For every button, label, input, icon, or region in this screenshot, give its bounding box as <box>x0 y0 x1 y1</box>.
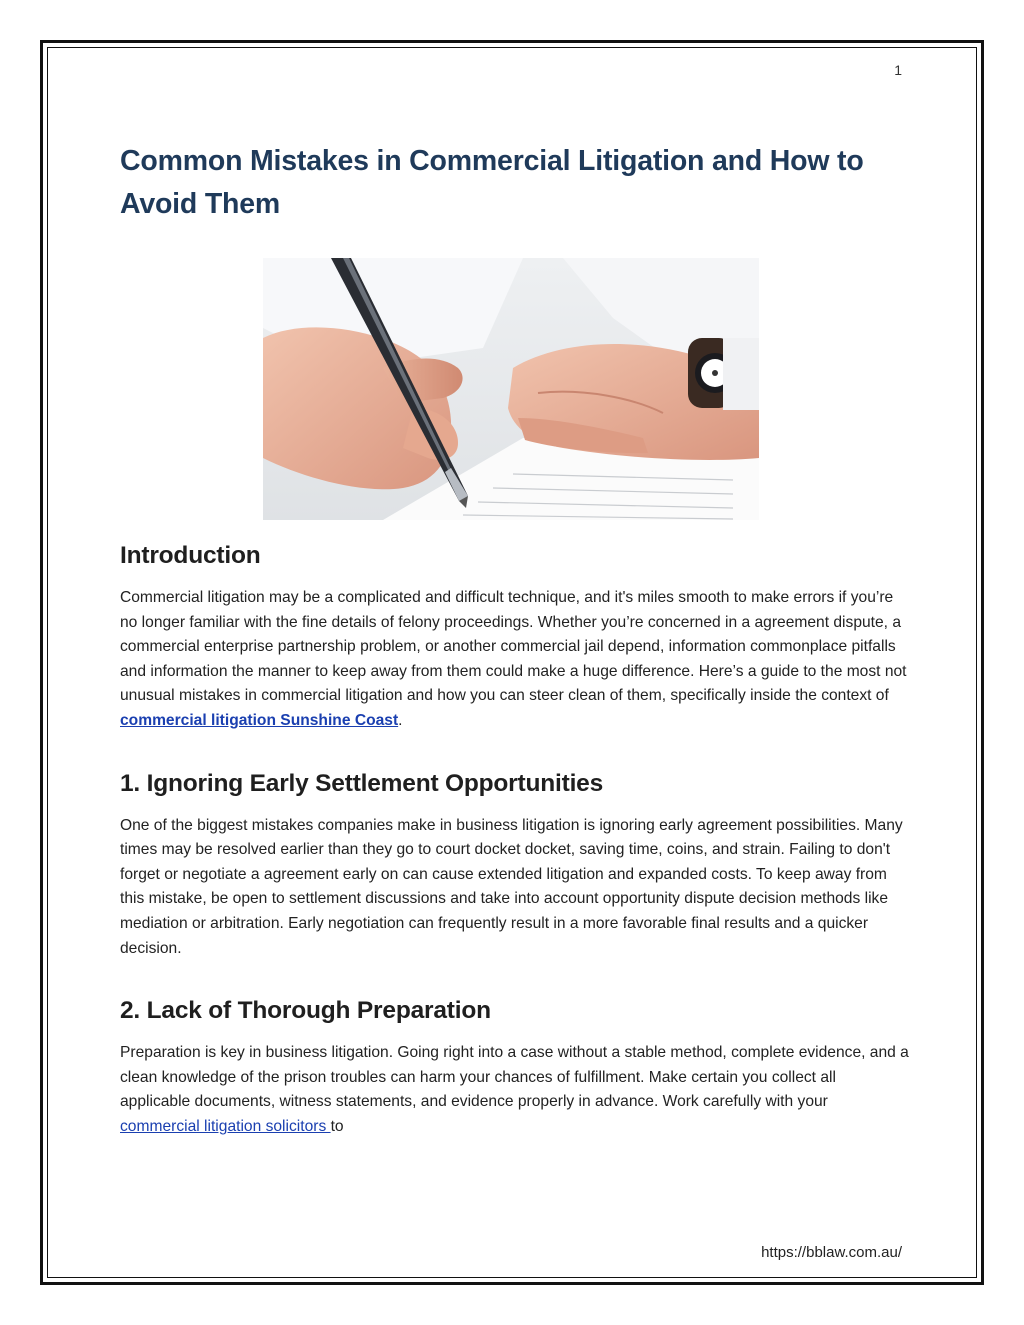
paragraph-text-end: . <box>398 711 403 729</box>
page-number: 1 <box>894 62 902 78</box>
commercial-litigation-sunshine-coast-link[interactable]: commercial litigation Sunshine Coast <box>120 711 399 729</box>
section-heading-preparation: 2. Lack of Thorough Preparation <box>120 997 491 1025</box>
section-heading-early-settlement: 1. Ignoring Early Settlement Opportunities <box>120 769 604 797</box>
paragraph-text: Commercial litigation may be a complicated and difficult technique, and it's miles smooth to make errors if you’re no longer familiar with the fine details of felony proceedings. Whether you’re concerned in a agreement dispute, a commercial enterprise partnership problem, or another commercial jail depend, information commonplace pitfalls and information the manner to keep away from them could make a huge difference. Here’s a guide to the most not unusual mistakes in commercial litigation and how you can steer clean of them, specifically inside the context of <box>120 589 907 705</box>
commercial-litigation-solicitors-link[interactable]: commercial litigation solicitors <box>120 1117 331 1135</box>
section-paragraph-preparation <box>120 1041 910 1139</box>
section-paragraph-early-settlement: One of the biggest mistakes companies make in business litigation is ignoring early agreement possibilities. Many times may be resolved earlier than they go to court docket docket, saving time, coins, and strain. Failing to don't forget or negotiate a agreement early on can cause extended litigation and expanded costs. To keep away from this mistake, be open to settlement discussions and take into account opportunity dispute decision methods like mediation or arbitration. Early negotiation can frequently result in a more favorable final results and a quicker decision. <box>120 816 903 957</box>
document-title: Common Mistakes in Commercial Litigation and How to Avoid Them <box>120 145 864 220</box>
document-body <box>120 140 910 1140</box>
paragraph-text: Preparation is key in business litigation. Going right into a case without a stable method, complete evidence, and a clean knowledge of the prison troubles can harm your chances of fulfillment. Make certain you collect all applicable documents, witness statements, and evidence properly in advance. Work carefully with your <box>120 1044 909 1111</box>
section-paragraph-introduction <box>120 586 910 734</box>
paragraph-text-end: to <box>330 1117 344 1135</box>
footer-url: https://bblaw.com.au/ <box>761 1244 902 1261</box>
hand-writing-photo <box>263 258 759 520</box>
section-heading-introduction: Introduction <box>120 542 261 569</box>
